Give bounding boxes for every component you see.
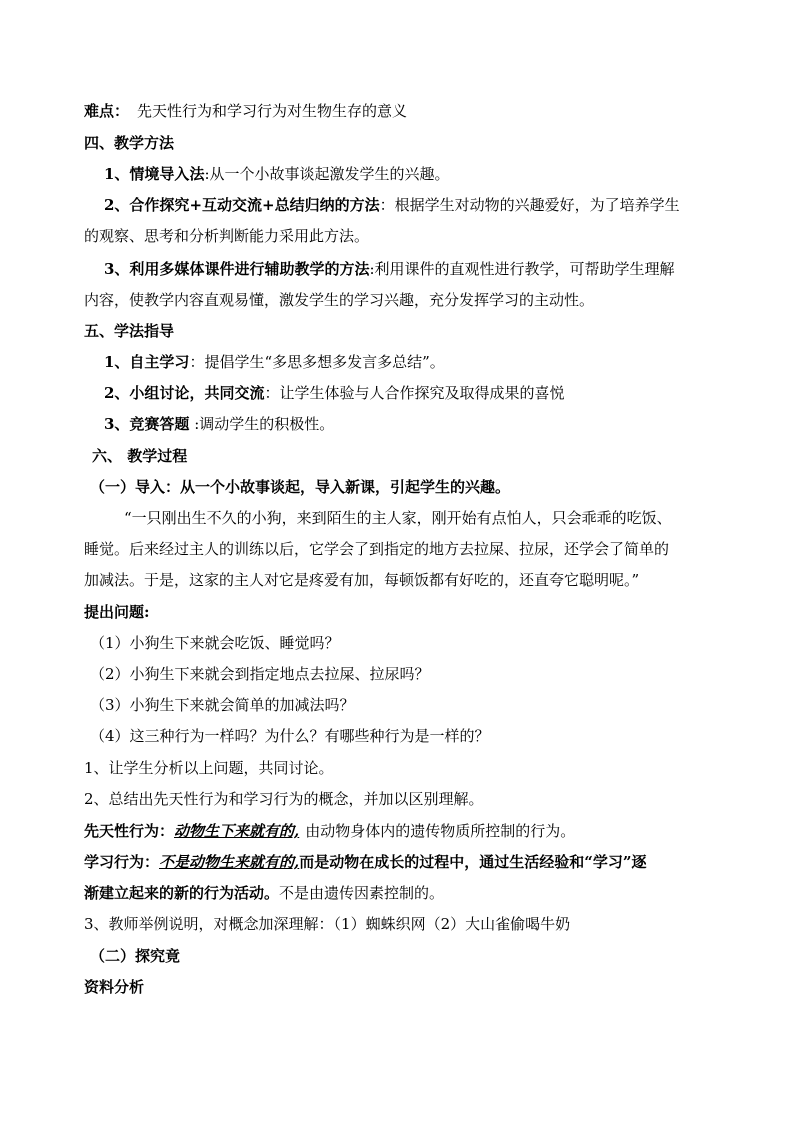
difficulty-text: 先天性行为和学习行为对生物生存的意义 (137, 102, 408, 120)
step-3: 3、教师举例说明，对概念加深理解：（1）蜘蛛织网（2）大山雀偷喝牛奶 (84, 915, 571, 933)
question-2: （2）小狗生下来就会到指定地点去拉屎、拉尿吗？ (90, 665, 430, 683)
method-2-text: ：根据学生对动物的兴趣爱好，为了培养学生 (379, 196, 680, 214)
study-1 (104, 352, 734, 372)
step-1: 1、让学生分析以上问题，共同讨论。 (84, 759, 334, 777)
learned-cont-text: 不是由遗传因素控制的。 (279, 884, 445, 902)
learned-label: 学习行为： (84, 853, 160, 871)
study-3 (104, 414, 734, 434)
method-1 (104, 164, 734, 184)
innate-emphasis: 动物生下来就有的, (174, 822, 300, 840)
method-2-cont: 的观察、思考和分析判断能力采用此方法。 (84, 227, 370, 245)
method-1-label: 1、情境导入法 (104, 165, 205, 183)
learned-definition-cont (84, 883, 714, 903)
question-1: （1）小狗生下来就会吃饭、睡觉吗？ (90, 634, 340, 652)
difficulty-label: 难点： (84, 102, 130, 120)
step-2: 2、总结出先天性行为和学习行为的概念，并加以区别理解。 (84, 790, 484, 808)
method-3-text: :利用课件的直观性进行教学，可帮助学生理解 (369, 260, 675, 278)
study-3-label: 3、竞赛答题 (104, 415, 190, 433)
innate-text: 由动物身体内的遗传物质所控制的行为。 (305, 822, 576, 840)
difficulty-line (84, 101, 714, 121)
question-4: （4）这三种行为一样吗？为什么？有哪些种行为是一样的？ (90, 727, 490, 745)
question-3: （3）小狗生下来就会简单的加减法吗？ (90, 696, 355, 714)
learned-text: 而是动物在成长的过程中，通过生活经验和“学习”逐 (299, 853, 647, 871)
method-2 (104, 195, 734, 215)
subsection-2-heading: （二）探究竟 (90, 947, 181, 965)
learned-emphasis: 不是动物生来就有的, (159, 853, 300, 871)
learned-definition (84, 852, 714, 872)
section-4-heading: 四、教学方法 (84, 134, 175, 152)
material-analysis-heading: 资料分析 (84, 978, 145, 996)
study-1-text: ：提倡学生“多思多想多发言多总结”。 (189, 353, 445, 371)
study-2-label: 2、小组讨论，共同交流 (104, 384, 265, 402)
innate-definition (84, 821, 714, 841)
story-line-2: 睡觉。后来经过主人的训练以后，它学会了到指定的地方去拉屎、拉尿，还学会了简单的 (84, 540, 670, 558)
study-1-label: 1、自主学习 (104, 353, 190, 371)
story-line-1: “一只刚出生不久的小狗，来到陌生的主人家，刚开始有点怕人，只会乖乖的吃饭、 (124, 509, 672, 527)
innate-label: 先天性行为： (84, 822, 175, 840)
method-3-label: 3、利用多媒体课件进行辅助教学的方法 (104, 260, 370, 278)
story-line-3: 加减法。于是，这家的主人对它是疼爱有加，每顿饭都有好吃的，还直夸它聪明呢。” (84, 571, 640, 589)
intro-heading: （一）导入：从一个小故事谈起，导入新课，引起学生的兴趣。 (90, 478, 511, 496)
method-1-text: :从一个小故事谈起激发学生的兴趣。 (204, 165, 450, 183)
study-2 (104, 383, 734, 403)
learned-cont-bold: 渐建立起来的新的行为活动。 (84, 884, 280, 902)
section-5-heading: 五、学法指导 (84, 322, 175, 340)
questions-title: 提出问题: (84, 603, 150, 621)
method-3 (104, 259, 734, 279)
study-2-text: ：让学生体验与人合作探究及取得成果的喜悦 (264, 384, 565, 402)
method-3-cont: 内容，使教学内容直观易懂，激发学生的学习兴趣，充分发挥学习的主动性。 (84, 291, 595, 309)
method-2-label: 2、合作探究+互动交流+总结归纳的方法 (104, 196, 380, 214)
section-6-heading: 六、 教学过程 (92, 447, 188, 465)
study-3-text: :调动学生的积极性。 (189, 415, 335, 433)
